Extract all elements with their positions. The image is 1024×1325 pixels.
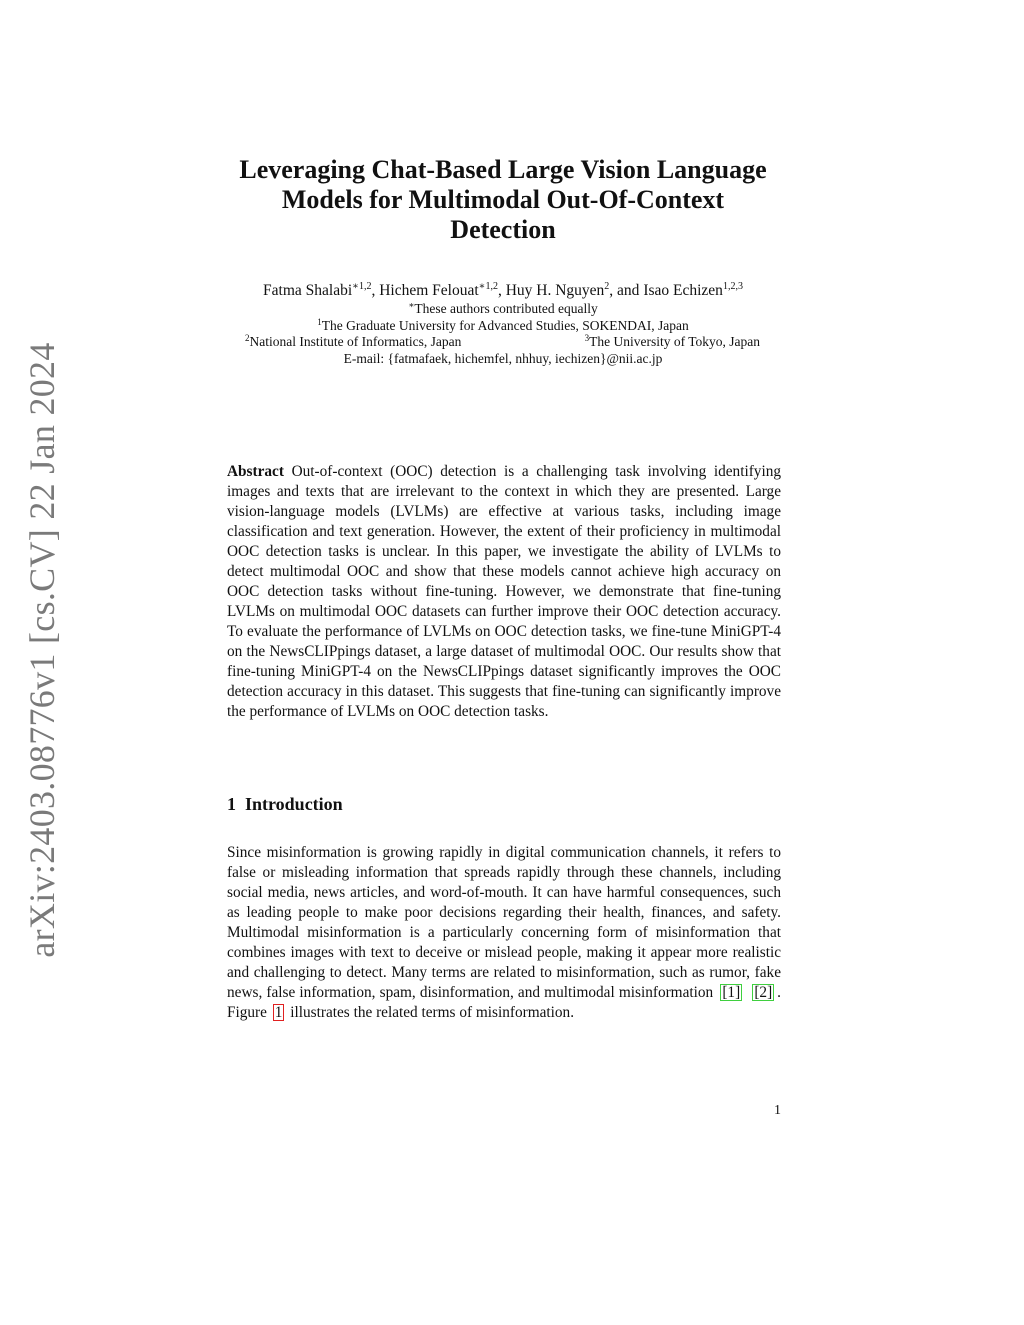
author-separator: ,: [371, 282, 380, 299]
contact-email: E-mail: {fatmafaek, hichemfel, nhhuy, iechizen}@nii.ac.jp: [343, 351, 663, 366]
equal-contribution-text: These authors contributed equally: [414, 301, 598, 316]
author-affiliation-mark: ∗1,2: [478, 281, 498, 292]
affiliation-3: [585, 333, 760, 350]
abstract: [227, 462, 781, 722]
affiliation-text: The University of Tokyo, Japan: [589, 334, 760, 349]
paragraph-text: Since misinformation is growing rapidly in digital communication channels, it refers to false or misleading information that spreads rapidly through these channels, including social media, news articles, and word-of-mouth. It can have harmful consequences, such as leading people to make poor decisions regarding their health, finances, and safety. Multimodal misinformation is a particularly concerning form of misinformation that combines images with text to deceive or mislead people, making it appear more realistic and challenging to detect. Many terms are related to misinformation, such as rumor, fake news, false information, spam, disinformation, and multimodal misinformation: [227, 844, 781, 1001]
title-line: Detection: [450, 215, 556, 244]
affiliation-1: [0, 317, 1006, 334]
author-separator: ,: [497, 282, 506, 299]
title-line: Models for Multimodal Out-Of-Context: [281, 185, 725, 214]
affiliation-mark: 2: [245, 333, 250, 343]
citation-link[interactable]: [2]: [754, 984, 773, 1001]
abstract-label: Abstract: [227, 463, 284, 480]
page-number: 1: [774, 1103, 781, 1118]
arxiv-identifier-stamp: arXiv:2403.08776v1 [cs.CV] 22 Jan 2024: [22, 342, 62, 958]
paper-title: [0, 155, 1006, 245]
section-number: 1: [227, 794, 236, 814]
author-affiliation-mark: 1,2,3: [722, 281, 743, 292]
author-list: [0, 280, 1006, 302]
title-line: Leveraging Chat-Based Large Vision Language: [239, 155, 767, 184]
affiliation-mark: 3: [584, 333, 590, 343]
paragraph-text: illustrates the related terms of misinformation.: [290, 1004, 575, 1021]
author-name: Hichem Felouat: [379, 282, 479, 299]
author-name: Huy H. Nguyen: [505, 282, 605, 299]
author-name: Isao Echizen: [643, 282, 723, 299]
affiliation-text: The Graduate University for Advanced Studies, SOKENDAI, Japan: [321, 318, 689, 333]
author-name: Fatma Shalabi: [263, 282, 353, 299]
affiliation-text: National Institute of Informatics, Japan: [249, 334, 462, 349]
author-affiliation-mark: ∗1,2: [352, 281, 372, 292]
equal-contribution-note: [0, 300, 1006, 317]
equal-contribution-mark: ∗: [408, 300, 415, 310]
affiliation-mark: 1: [317, 317, 322, 327]
paragraph-text: . Figure: [227, 984, 781, 1021]
section-heading: [227, 793, 343, 815]
author-separator: , and: [609, 282, 644, 299]
citation-link[interactable]: [1]: [722, 984, 741, 1001]
introduction-paragraph: [227, 843, 781, 1023]
abstract-text: Out-of-context (OOC) detection is a challenging task involving identifying images and texts that are irrelevant to the context in which they are presented. Large vision-language models (LVLMs) are effective at various tasks, including image classification and text generation. However, the extent of their proficiency in multimodal OOC detection tasks is unclear. In this paper, we investigate the ability of LVLMs to detect multimodal OOC and show that these models cannot achieve high accuracy on OOC detection tasks without fine-tuning. However, we demonstrate that fine-tuning LVLMs on multimodal OOC datasets can further improve their OOC detection accuracy. To evaluate the performance of LVLMs on OOC detection tasks, we fine-tune MiniGPT-4 on the NewsCLIPpings dataset, a large dataset of multimodal OOC. Our results show that fine-tuning MiniGPT-4 on the NewsCLIPpings dataset significantly improves the OOC detection accuracy in this dataset. This suggests that fine-tuning can significantly improve the performance of LVLMs on OOC detection tasks.: [227, 463, 781, 720]
section-title: Introduction: [245, 794, 343, 814]
author-affiliation-mark: 2: [604, 281, 610, 292]
affiliation-2: [245, 333, 461, 350]
figure-reference-link[interactable]: 1: [274, 1004, 283, 1021]
